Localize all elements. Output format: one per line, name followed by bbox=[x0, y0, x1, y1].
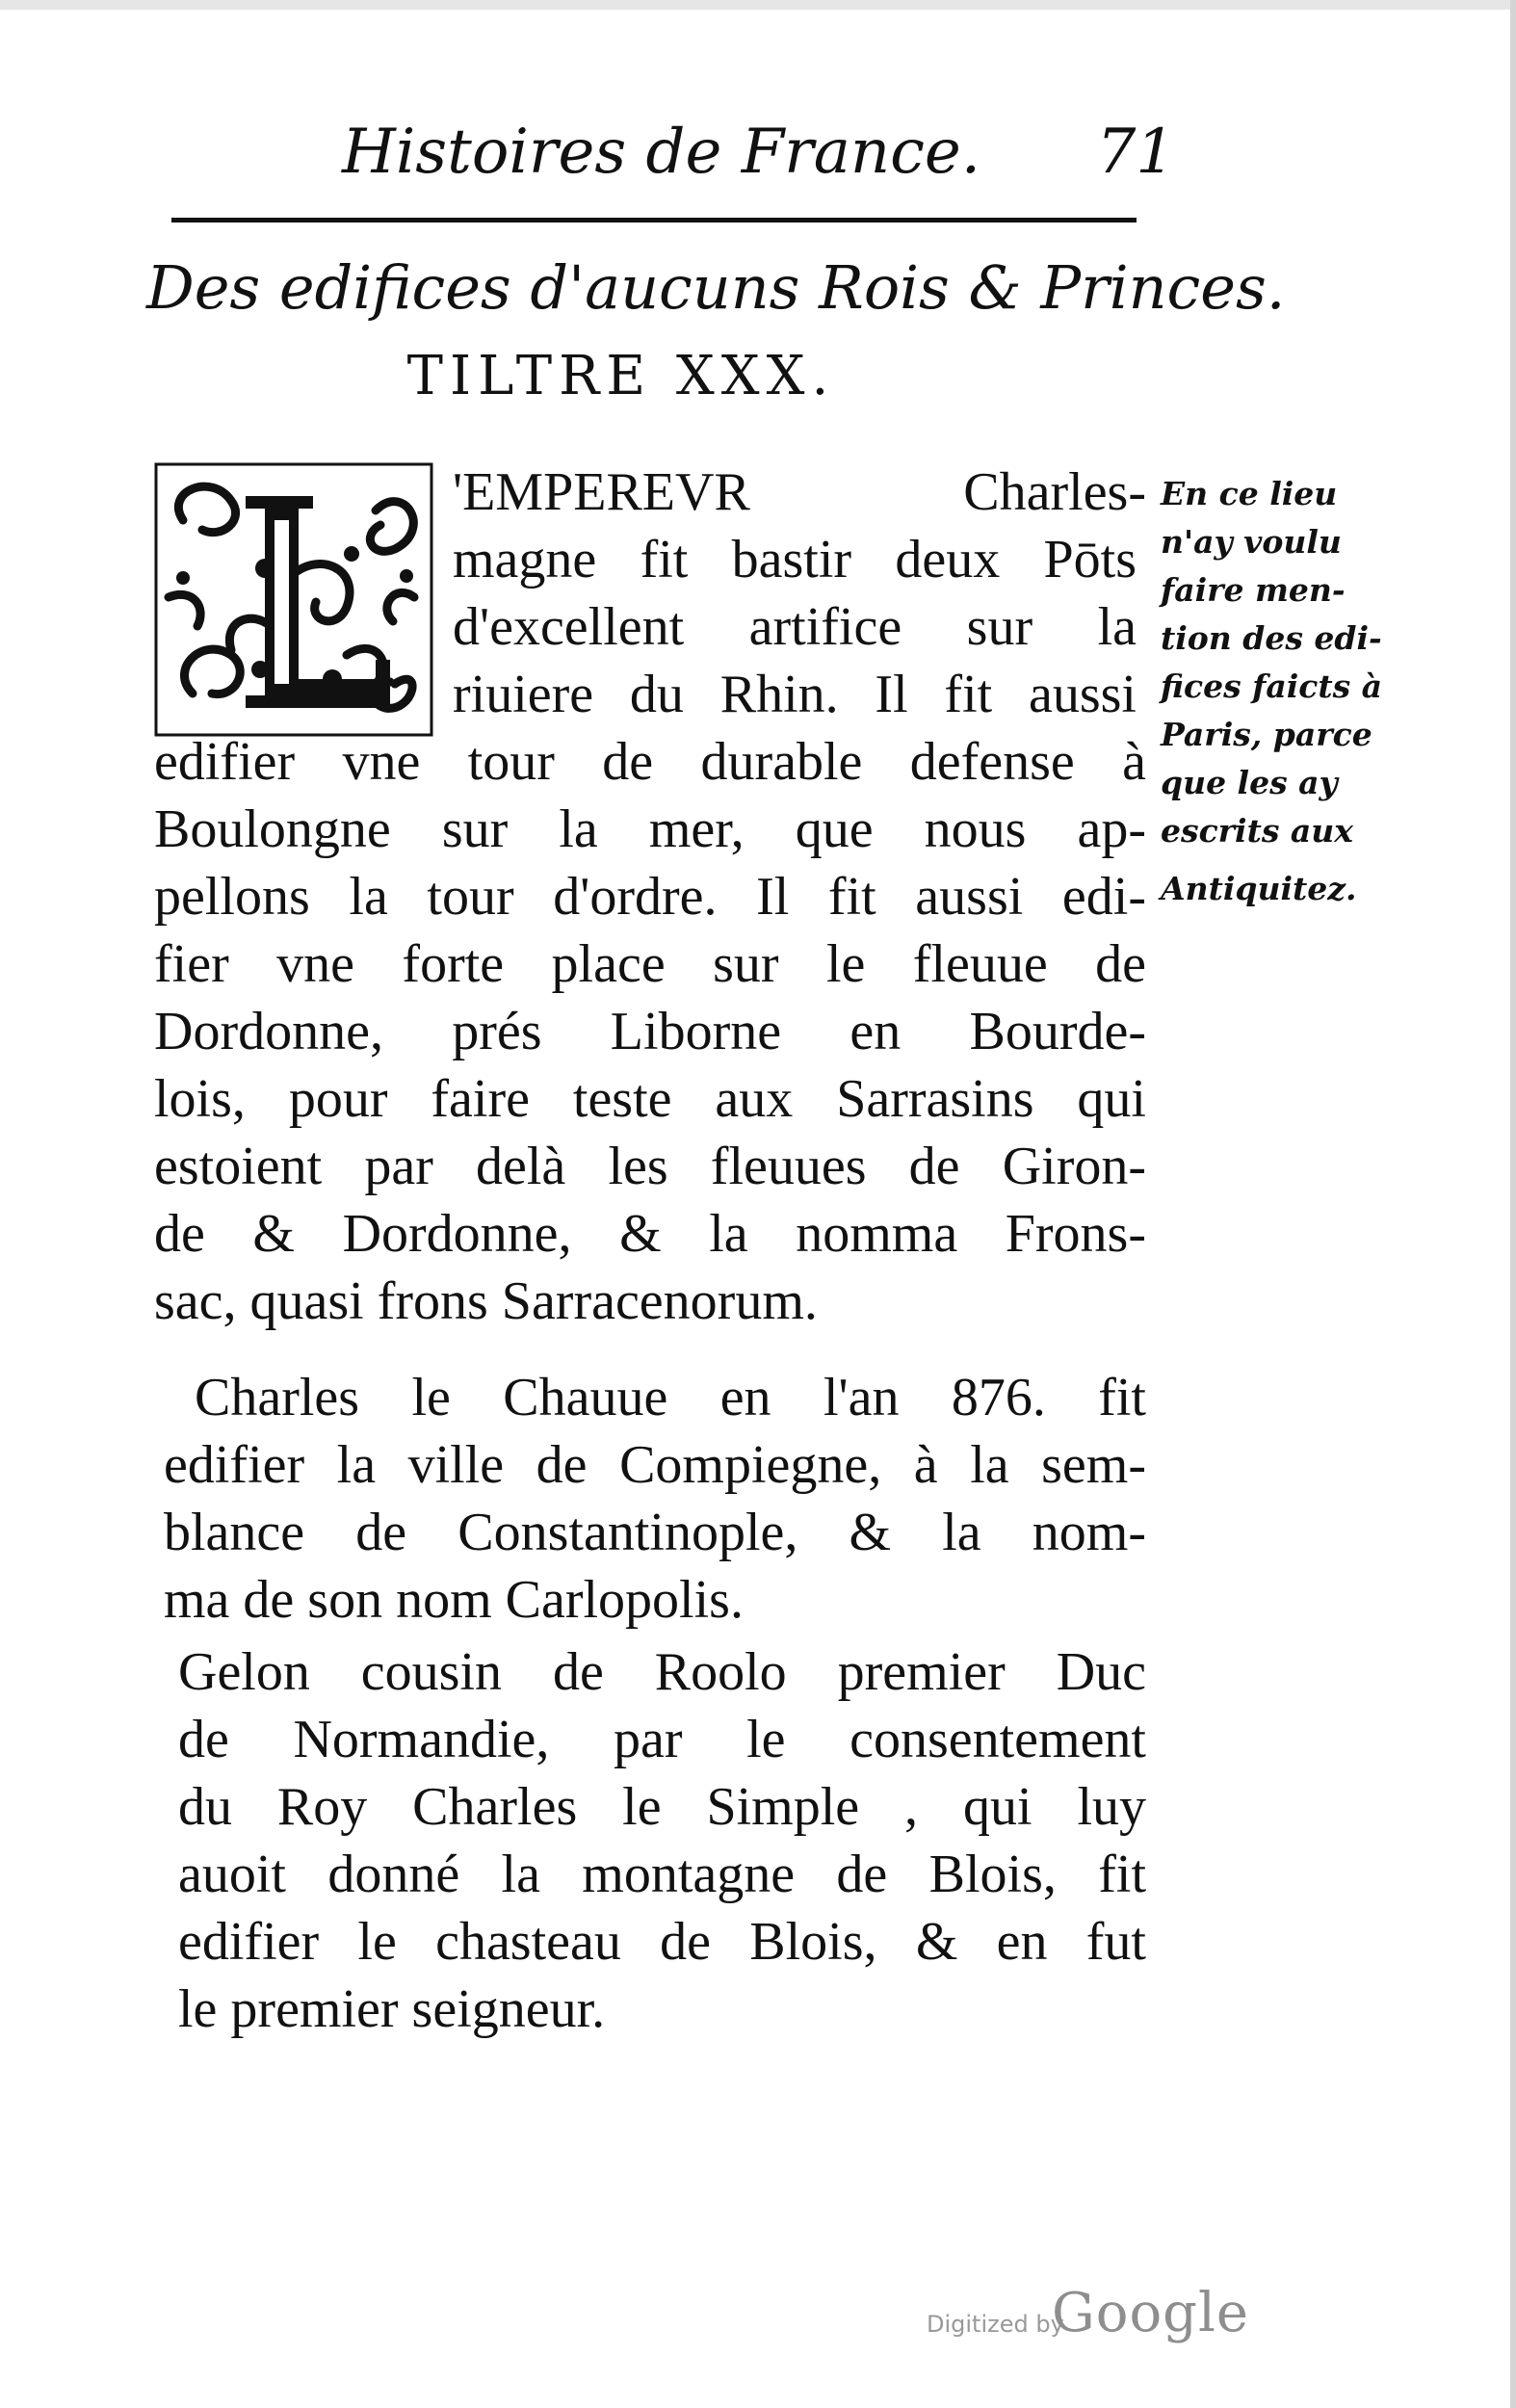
text-line: Gelon cousin de Roolo premier Duc bbox=[178, 1642, 1146, 1702]
margin-note-line: fices faicts à bbox=[1161, 667, 1383, 705]
text-line: de & Dordonne, & la nomma Frons- bbox=[154, 1204, 1146, 1264]
text-line: edifier vne tour de durable defense à bbox=[154, 732, 1146, 792]
header-rule bbox=[171, 218, 1137, 222]
text-line: pellons la tour d'ordre. Il fit aussi edi- bbox=[154, 867, 1146, 927]
text-line: sac, quasi frons Sarracenorum. bbox=[154, 1271, 818, 1331]
google-logo: Google bbox=[1052, 2282, 1250, 2344]
text-line: auoit donné la montagne de Blois, fit bbox=[178, 1845, 1146, 1904]
text-line: estoient par delà les fleuues de Giron- bbox=[154, 1137, 1146, 1196]
ornate-initial-L-icon bbox=[154, 462, 433, 737]
text-line: edifier le chasteau de Blois, & en fut bbox=[178, 1912, 1146, 1972]
running-head bbox=[342, 104, 1189, 200]
text-line: 'EMPEREVR Charles- bbox=[453, 462, 1146, 522]
running-title: Histoires de France. bbox=[342, 117, 981, 188]
text-line: Dordonne, prés Liborne en Bourde- bbox=[154, 1002, 1146, 1061]
text-line: lois, pour faire teste aux Sarrasins qui bbox=[154, 1069, 1146, 1129]
text-line: Boulongne sur la mer, que nous ap- bbox=[154, 799, 1146, 859]
text-line: magne fit bastir deux Pōts bbox=[453, 530, 1137, 589]
text-line: du Roy Charles le Simple , qui luy bbox=[178, 1777, 1146, 1837]
page-spine-edge bbox=[1510, 0, 1516, 2408]
page-top-edge bbox=[0, 0, 1516, 10]
digitized-label: Digitized by bbox=[927, 2311, 1064, 2338]
margin-note-line: tion des edi- bbox=[1161, 619, 1382, 657]
margin-note-line: Paris, parce bbox=[1161, 716, 1372, 753]
text-line: d'excellent artifice sur la bbox=[453, 597, 1137, 657]
digitization-watermark bbox=[927, 2278, 1250, 2355]
section-number: TILTRE XXX. bbox=[406, 345, 836, 407]
margin-note-line: n'ay voulu bbox=[1161, 523, 1342, 561]
margin-note-line: faire men- bbox=[1161, 571, 1346, 609]
text-line: riuiere du Rhin. Il fit aussi bbox=[453, 665, 1137, 724]
page-number: 71 bbox=[1096, 117, 1175, 188]
text-line: blance de Constantinople, & la nom- bbox=[164, 1503, 1146, 1562]
text-line: fier vne forte place sur le fleuue de bbox=[154, 934, 1146, 994]
text-line: de Normandie, par le consentement bbox=[178, 1710, 1146, 1769]
margin-note-line: En ce lieu bbox=[1161, 475, 1338, 512]
text-line: le premier seigneur. bbox=[178, 1979, 606, 2039]
margin-note-line: que les ay bbox=[1161, 764, 1338, 801]
margin-note-line: escrits aux bbox=[1161, 812, 1353, 850]
text-line: edifier la ville de Compiegne, à la sem- bbox=[164, 1435, 1146, 1495]
text-line: Charles le Chauue en l'an 876. fit bbox=[195, 1368, 1146, 1427]
section-title: Des edifices d'aucuns Rois & Princes. bbox=[146, 252, 1286, 323]
margin-note-line: Antiquitez. bbox=[1161, 870, 1357, 907]
text-line: ma de son nom Carlopolis. bbox=[164, 1570, 744, 1630]
